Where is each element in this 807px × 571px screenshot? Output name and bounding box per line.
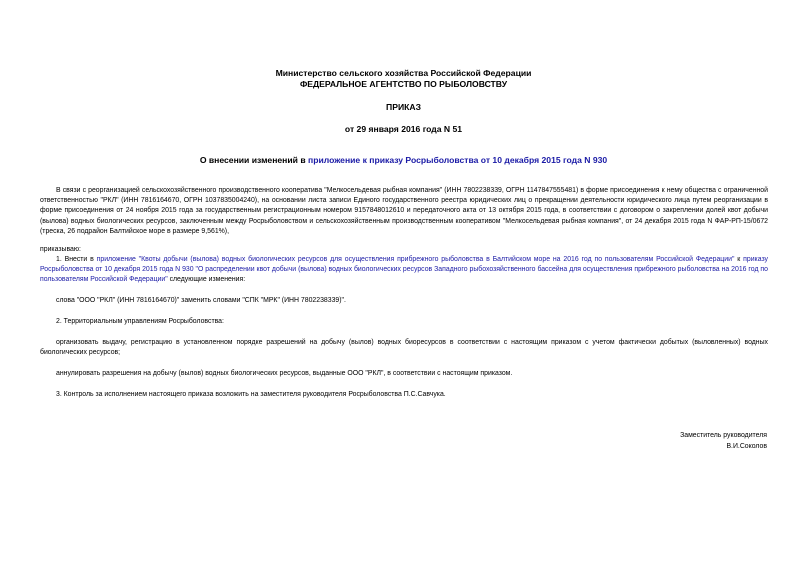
item-2-paragraph: 2. Территориальным управлениям Росрыболовства: xyxy=(56,318,224,325)
title-link[interactable]: приложение к приказу Росрыболовства от 10 декабря 2015 года N 930 xyxy=(308,155,608,165)
item-2a-paragraph: организовать выдачу, регистрацию в установленном порядке разрешений на добычу (вылов) водных биоресурсов в соответствии с настоящим приказом с учетом фактически добытых (выловленных) водных биологических ресурсов; xyxy=(40,339,768,357)
signature-name: В.И.Соколов xyxy=(726,443,767,450)
order-word: приказываю: xyxy=(40,246,81,253)
item-1-appendix-link[interactable]: приложение "Квоты добычи (вылова) водных биологических ресурсов для осуществления прибрежного рыболовства в Балтийском море на 2016 год по пользователям Российской Федерации" xyxy=(96,256,735,263)
item-2b-paragraph: аннулировать разрешения на добычу (вылов) водных биологических ресурсов, выданные ООО "РКЛ", в соответствии с настоящим приказом. xyxy=(56,370,513,377)
document-date-number: от 29 января 2016 года N 51 xyxy=(344,124,463,134)
signature-position: Заместитель руководителя xyxy=(680,432,767,439)
item-3-paragraph: 3. Контроль за исполнением настоящего приказа возложить на заместителя руководителя Росрыболовства П.С.Савчука. xyxy=(56,391,446,398)
item-1-mid: к xyxy=(734,256,744,263)
document-type: ПРИКАЗ xyxy=(386,102,421,112)
item-1-prefix: 1. Внести в xyxy=(56,256,97,263)
item-1-order-link[interactable]: приказу Росрыболовства от 10 декабря 2015 года N 930 "О распределении квот добычи (вылова) водных биологических ресурсов Западного рыбохозяйственного бассейна для осуществления прибрежного рыболовства на 2016 год по пользователям Российской Федерации" xyxy=(40,256,768,284)
title-prefix: О внесении изменений в xyxy=(199,155,308,165)
ministry-name: Министерство сельского хозяйства Российской Федерации xyxy=(275,68,532,78)
item-1-suffix: следующие изменения: xyxy=(167,276,246,284)
preamble-paragraph: В связи с реорганизацией сельскохозяйственного производственного кооператива "Мелкосельдевая рыбная компания" (ИНН 7802238339, ОГРН 1147847555481) в форме присоединения к нему общества с ограниченной ответственностью "РКЛ" (ИНН 7816164670, ОГРН 1037835004240), на основании листа записи Единого государственного реестра юридических лиц о прекращении деятельности юридического лица путем реорганизации в форме присоединения от 24 ноября 2015 года за государственным регистрационным номером 9157848012610 и передаточного акта от 13 октября 2015 года, в соответствии с договором о закреплении долей квот добычи (вылова) водных биологических ресурсов, заключенным между Росрыболовством и сельскохозяйственным производственным кооперативом "Мелкосельдевая рыбная компания", от 24 декабря 2015 года N ФАР-РП-15/0672 (треска, 26 подрайон Балтийское море в размере 9,561%), xyxy=(40,187,768,235)
document-title xyxy=(0,155,807,165)
item-1-paragraph xyxy=(40,255,768,286)
replace-paragraph: слова "ООО "РКЛ" (ИНН 7816164670)" заменить словами "СПК "МРК" (ИНН 7802238339)". xyxy=(56,297,346,304)
agency-name: ФЕДЕРАЛЬНОЕ АГЕНТСТВО ПО РЫБОЛОВСТВУ xyxy=(299,79,508,89)
